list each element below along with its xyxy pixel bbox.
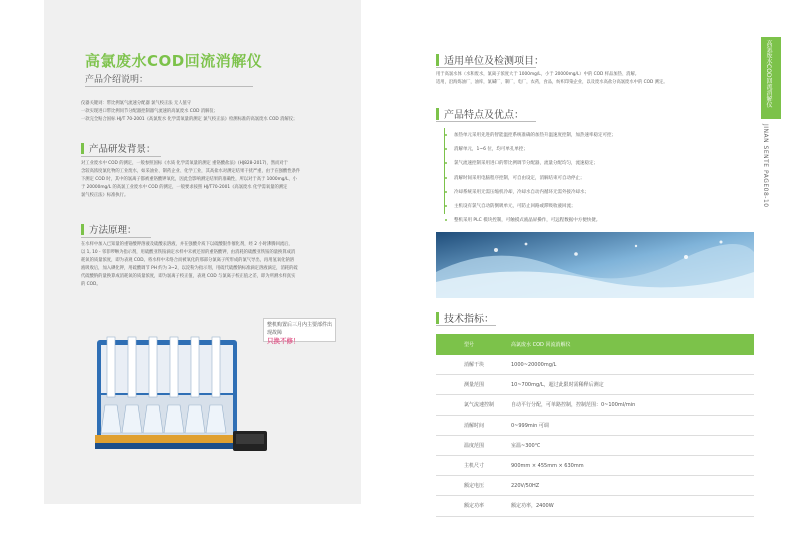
section-divider (436, 67, 536, 68)
spec-value: 0~999min 可调 (511, 415, 754, 435)
method-line: 在水样中加入已知量的重铬酸钾溶液及硫酸汞溶液，并在强酸介质下以硫酸银作催化剂，经 2 小时沸腾回流后， (81, 242, 293, 247)
background-line: 下测定 COD 时，其中的氯离子都被重铬酸钾氧化，因此会影响测定结果的准确性，所以对于高于 1000mg/L、小 (81, 177, 297, 182)
intro-block (81, 100, 351, 124)
callout-text: 整机购置后三月内主要部件出现故障 (267, 322, 333, 336)
table-row (436, 355, 754, 375)
feature-text: 加热单元采用先进的智能温控系统准确的加热升温速度控制，加热速率稳定可控； (454, 133, 616, 139)
method-line: 液吸收后，加入碘化钾，用硫酸调节 PH 约为 3~2，以淀粉为指示剂，用硫代硫酸钠标准滴定溶液滴定，消耗的硫 (81, 266, 298, 271)
spec-label: 主机尺寸 (436, 455, 511, 475)
feature-timeline (444, 128, 445, 214)
section-title: 产品研发背景： (89, 144, 156, 155)
feature-text: 消解单元，1~6 位，均可单孔单控； (454, 147, 528, 153)
bullet-icon (445, 219, 447, 221)
feature-text: 消解时间采用电脑程序控制，可自由设定，消解结束可自动停止； (454, 175, 585, 181)
section-title: 产品特点及优点： (444, 110, 524, 121)
feature-item (454, 199, 616, 213)
table-row (436, 455, 754, 475)
spec-value: 10~700mg/L，超过此限时需稀释后测定 (511, 375, 754, 395)
method-line: 代硫酸钠的量换算成消耗氧的质量浓度，即为氯离子校正值，表观 COD 与氯离子校正值之差，即为所测水样真实 (81, 274, 296, 279)
spec-label: 额定电压 (436, 476, 511, 496)
feature-item (454, 142, 616, 156)
bullet-icon (445, 205, 447, 207)
table-row (436, 435, 754, 455)
section-bar (81, 143, 84, 154)
scope-text (436, 71, 754, 87)
scope-line: 适用，沿海炼油厂，油库，氯碱厂，制厂，电厂，农药，食品，纺织印染企业，以及废水高盐分高氯废水中的 COD 测定。 (436, 80, 668, 85)
section-specs-heading (436, 310, 494, 325)
title-divider (85, 86, 253, 87)
spec-value: 自动平行分配，可单路控制，控制范围：0~100ml/min (511, 395, 754, 415)
instrument-image (95, 335, 270, 455)
section-bar (436, 54, 439, 66)
background-text (81, 160, 353, 200)
page-title: 高氯废水COD回流消解仪 (85, 52, 263, 70)
table-row (436, 476, 754, 496)
background-line: 对工业废水中 COD 的测定，一般参照国标《水质 化学需氧量的测定 重铬酸盐法》(HJ828-2017)，然而对于 (81, 161, 288, 166)
page-subtitle: 产品介绍说明： (85, 75, 149, 85)
section-bar (81, 224, 84, 235)
feature-item (454, 213, 616, 227)
feature-text: 氯气流速控制采用进口的带比例调节分配器，流量分配均匀，流速稳定； (454, 161, 598, 167)
table-row (436, 375, 754, 395)
spec-value: 额定功率，2400W (511, 496, 754, 516)
background-line: 于 20000mg/L 的高氯工业废水中 COD 的测定，一般要求按照 HJ/T70-2001《高氯废水 化学需氧量的测定 (81, 185, 288, 190)
feature-item (454, 156, 616, 170)
bullet-icon (445, 162, 447, 164)
scope-line: 用于高氯水体（水和废水，氯离子浓度大于 1000mg/L，小于 20000mg/L）中的 COD 样品加热、消解。 (436, 72, 640, 77)
method-line: 耗氧的质量浓度，即为表观 COD。将水样中未络合而被氧化的那部分氯离子所形成的氯气导出，再用氢氧化钠溶 (81, 258, 295, 263)
section-method-heading (81, 222, 137, 236)
section-divider (81, 156, 161, 157)
spec-table (436, 334, 754, 517)
table-row (436, 415, 754, 435)
section-title: 适用单位及检测项目： (444, 56, 544, 67)
method-text (81, 241, 353, 289)
intro-line: 仪器关键词：带比例氯气流速分配器 氯气校正法 无人值守 (81, 101, 192, 106)
section-scope-heading (436, 52, 544, 67)
warranty-callout (263, 318, 336, 345)
spec-value: 室温~300℃ (511, 435, 754, 455)
section-features-heading (436, 106, 524, 121)
spec-value: 900mm × 455mm × 630mm (511, 455, 754, 475)
feature-list (454, 128, 616, 227)
spec-label: 消解干块 (436, 355, 511, 375)
background-line: 氯气校正法》标准执行。 (81, 193, 129, 198)
spec-label: 额定功率 (436, 496, 511, 516)
side-tab-label: 高氯废水COD回流消解仪 (765, 40, 772, 108)
table-header-cell: 型号 (436, 334, 511, 355)
feature-item (454, 185, 616, 199)
section-title: 技术指标： (444, 314, 494, 325)
spec-value: 1000~20000mg/L (511, 355, 754, 375)
bullet-icon (445, 148, 447, 150)
table-header-row (436, 334, 754, 355)
bullet-icon (445, 177, 447, 179)
spec-label: 测量范围 (436, 375, 511, 395)
section-bar (436, 312, 439, 324)
feature-text: 主机设有氯气自动防倒吸单元，可防止回路或滞吸收液回流； (454, 204, 576, 210)
method-line: 的 COD。 (81, 282, 101, 287)
table-row (436, 395, 754, 415)
background-line: 含较高浓度氯化物的工业废水，如采油业、制药企业、化学工业，其高盐水对测定结果干扰严重，由于在强酸性条件 (81, 169, 301, 174)
spec-label: 消解时间 (436, 415, 511, 435)
spec-label: 氯气流速控制 (436, 395, 511, 415)
section-title: 方法原理： (89, 225, 137, 236)
section-bar (436, 108, 439, 120)
section-divider (436, 325, 496, 326)
section-divider (81, 237, 151, 238)
table-row (436, 496, 754, 516)
bullet-icon (445, 134, 447, 136)
intro-line: 一款实现进口带比例同节分配器控制器气流速的高氯废水 COD 消解仪； (81, 109, 219, 114)
intro-line: 一款完全贴合国标 HJ/T 70-2001《高氯废水 化学需氧量的测定 氯气校正法》检测标准的高氯废水 COD 消解仪； (81, 117, 298, 122)
callout-highlight: 只换不修！ (267, 337, 300, 345)
feature-text: 冷却系统采用无需压缩机冷却，冷却水自动内循环无需外接冷却水； (454, 189, 589, 195)
feature-text: 整机采用 PLC 模块控制，可触摸式液晶屏操作，可远程数据中方便快捷。 (454, 218, 601, 224)
table-header-cell: 高氯废水 COD 回流消解仪 (511, 334, 754, 355)
spec-label: 温度范围 (436, 435, 511, 455)
water-splash-image (436, 232, 754, 298)
spec-value: 220V/50HZ (511, 476, 754, 496)
section-divider (436, 121, 536, 122)
section-background-heading (81, 141, 156, 155)
method-line: 以 1, 10 - 邻菲啰啉为指示剂，用硫酸亚铁铵滴定水样中未被还原的重铬酸钾，由消耗的硫酸亚铁铵的量换算成消 (81, 250, 296, 255)
feature-item (454, 128, 616, 142)
page-code: JINAN SENTE PAGE08-10 (762, 124, 769, 208)
feature-item (454, 171, 616, 185)
bullet-icon (445, 191, 447, 193)
